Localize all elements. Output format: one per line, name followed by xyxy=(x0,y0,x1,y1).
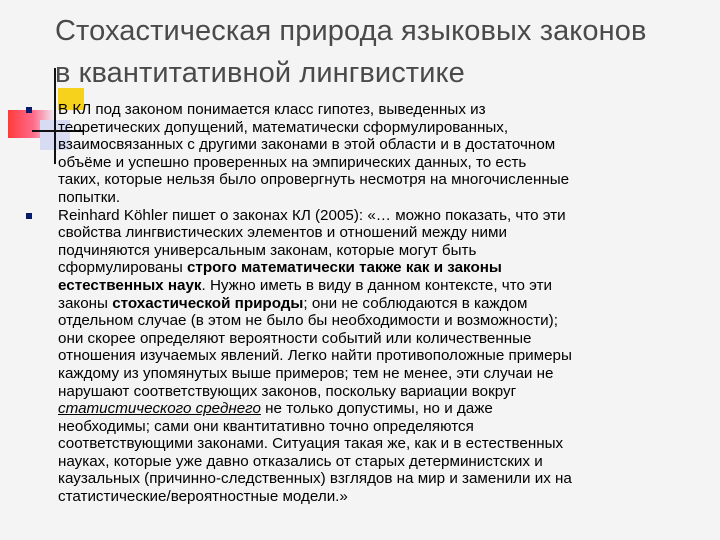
text-run: . Нужно иметь в виду в данном контексте, что эти xyxy=(201,276,553,294)
emphasis-text: естественных наук xyxy=(58,276,202,294)
text-line: взаимосвязанных с другими законами в этой области и в достаточном xyxy=(58,136,556,154)
emphasis-text: стохастической природы xyxy=(112,294,304,312)
text-line: объёме и успешно проверенных на эмпирических данных, то есть xyxy=(58,153,527,171)
text-line xyxy=(58,259,716,277)
text-run: ; они не соблюдаются в каждом xyxy=(303,294,528,312)
text-run: сформулированы xyxy=(58,259,187,277)
text-line: Reinhard Köhler пишет о законах КЛ (2005): «… можно показать, что эти xyxy=(58,206,566,224)
text-line: необходимы; сами они квантитативно точно определяются xyxy=(58,417,474,435)
text-line: науках, которые уже давно отказались от старых детерминистских и xyxy=(58,452,543,470)
text-line: соответствующими законами. Ситуация такая же, как и в естественных xyxy=(58,435,564,453)
text-line: попытки. xyxy=(58,188,121,206)
text-line: каждому из упомянутых выше примеров; тем не менее, эти случаи не xyxy=(58,364,554,382)
bullet-square-icon xyxy=(26,107,32,113)
text-line: подчиняются универсальным законам, которые могут быть xyxy=(58,241,477,259)
slide-title-line-1: Стохастическая природа языковых законов xyxy=(55,15,647,47)
text-line: таких, которые нельзя было опровергнуть несмотря на многочисленные xyxy=(58,171,570,189)
text-line: теоретических допущений, математически сформулированных, xyxy=(58,118,509,136)
slide-title-line-2: в квантитативной лингвистике xyxy=(55,57,465,89)
text-line: отдельном случае (в этом не было бы необходимости и возможности); xyxy=(58,312,558,330)
slide-title xyxy=(55,10,715,94)
text-line xyxy=(58,277,716,295)
text-line: В КЛ под законом понимается класс гипотез, выведенных из xyxy=(58,101,486,118)
text-line: отношения изучаемых явлений. Легко найти противоположные примеры xyxy=(58,347,572,365)
text-line: статистические/вероятностные модели.» xyxy=(58,488,348,506)
text-run: законы xyxy=(58,294,113,312)
text-run: не только допустимы, но и даже xyxy=(260,400,493,418)
text-line: каузальных (причинно-следственных) взглядов на мир и заменили их на xyxy=(58,470,572,488)
text-line xyxy=(58,295,716,313)
bullet-square-icon xyxy=(26,213,32,219)
bullet-item-definition xyxy=(26,101,716,207)
slide-body xyxy=(26,101,716,506)
bullet-item-kohler-quote xyxy=(26,207,716,506)
emphasis-text: строго математически также как и законы xyxy=(186,259,502,277)
text-line xyxy=(58,400,716,418)
italic-underlined-text: статистического среднего xyxy=(58,400,261,418)
text-line: свойства лингвистических элементов и отношений между ними xyxy=(58,224,507,242)
text-line: нарушают соответствующих законов, поскольку вариации вокруг xyxy=(58,382,517,400)
text-line: они скорее определяют вероятности событий или количественные xyxy=(58,329,532,347)
